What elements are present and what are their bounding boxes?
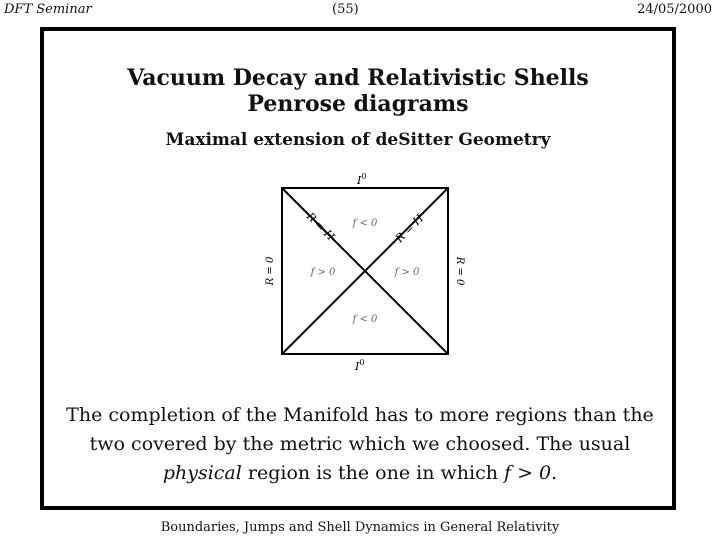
caption-emphasis: physical — [162, 462, 242, 484]
label-horizon-left: R = H — [303, 209, 338, 244]
region-top-label: f < 0 — [352, 218, 378, 229]
label-left-boundary: R = 0 — [265, 256, 276, 286]
label-horizon-right: R = H — [392, 211, 427, 246]
label-right-boundary: R = 0 — [454, 256, 465, 286]
caption-math: f > 0 — [504, 462, 552, 484]
region-right-label: f > 0 — [394, 267, 420, 278]
slide-frame — [40, 27, 676, 510]
caption-text-2: region is the one in which — [241, 462, 504, 484]
slide-caption — [54, 401, 666, 488]
label-future-infinity: $I^0$ — [357, 172, 367, 187]
region-bottom-label: f < 0 — [352, 314, 378, 325]
header-page-number: (55) — [332, 2, 359, 17]
caption-end: . — [551, 462, 558, 484]
slide-footer: Boundaries, Jumps and Shell Dynamics in General Relativity — [160, 520, 560, 535]
penrose-diagram — [230, 171, 490, 401]
header-seminar: DFT Seminar — [4, 2, 92, 17]
caption-text-1: The completion of the Manifold has to more regions than the two covered by the metric which we choosed. The usual — [66, 404, 654, 455]
header-date: 24/05/2000 — [637, 2, 712, 17]
label-past-infinity: $I^0$ — [355, 358, 365, 373]
slide-title: Vacuum Decay and Relativistic Shells — [127, 65, 589, 91]
slide-subtitle: Maximal extension of deSitter Geometry — [165, 130, 551, 150]
region-left-label: f > 0 — [310, 267, 336, 278]
slide-title-line2: Penrose diagrams — [247, 91, 469, 117]
